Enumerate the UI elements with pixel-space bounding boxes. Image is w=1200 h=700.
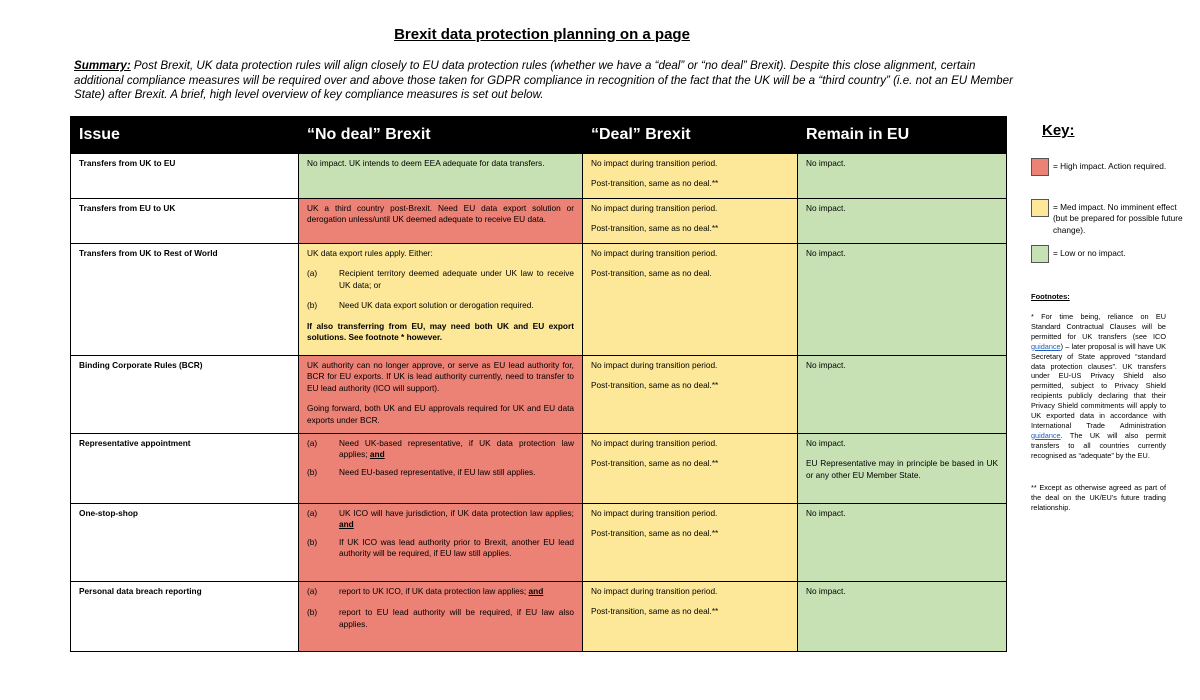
list-text [339, 586, 574, 597]
cell-text: UK a third country post-Brexit. Need EU data export solution or derogation unless/until UK deemed adequate to receive EU data. [307, 203, 574, 225]
list-marker: (b) [307, 607, 318, 618]
cell-text: EU Representative may in principle be based in UK or any other EU Member State. [806, 458, 998, 480]
deal-cell [583, 434, 798, 504]
deal-cell [583, 582, 798, 652]
and-emphasis: and [528, 586, 544, 596]
cell-text: Post-transition, same as no deal.** [591, 458, 719, 469]
table-header-row [71, 117, 1007, 154]
list-marker: (a) [307, 438, 318, 448]
header-issue: Issue [71, 117, 299, 154]
cell-text: Going forward, both UK and EU approvals required for UK and EU data exports under BCR. [307, 403, 574, 425]
cell-text: No impact during transition period. [591, 158, 718, 168]
list-text: If UK ICO was lead authority prior to Brexit, another EU lead authority will be required, if EU law still applies. [339, 536, 574, 559]
key-text-med: = Med impact. No imminent effect (but be prepared for possible future change). [1053, 202, 1183, 235]
cell-text: No impact. [806, 360, 846, 370]
no-deal-cell [299, 356, 583, 434]
table-row [71, 244, 1007, 356]
summary-paragraph [74, 59, 1014, 103]
list-text-main: report to UK ICO, if UK data protection law applies; [339, 586, 529, 596]
list-marker: (a) [307, 268, 318, 279]
list-marker: (a) [307, 508, 318, 518]
key-swatch-high [1031, 158, 1049, 176]
cell-text: UK data export rules apply. Either: [307, 248, 433, 258]
cell-text: No impact. UK intends to deem EEA adequate for data transfers. [307, 158, 545, 168]
summary-text: Post Brexit, UK data protection rules will align closely to EU data protection rules (whether we have a “deal” or “no deal” Brexit). Despite this close alignment, certain additional compliance measures will be required over and above those taken for GDPR compliance in recognition of the fact that the UK will be a “third country” (i.e. not an EU Member State) after Brexit. A brief, high level overview of key compliance measures is set out below. [74, 59, 1013, 102]
cell-text: Post-transition, same as no deal.** [591, 528, 719, 539]
list-text-main: Need UK-based representative, if UK data protection law applies; [339, 438, 574, 460]
deal-cell [583, 356, 798, 434]
list-item [307, 438, 574, 461]
cell-text: No impact during transition period. [591, 203, 718, 213]
no-deal-cell [299, 199, 583, 244]
cell-text: Post-transition, same as no deal.** [591, 606, 719, 617]
list-marker: (b) [307, 466, 318, 477]
deal-cell [583, 504, 798, 582]
header-remain: Remain in EU [798, 117, 1007, 154]
issue-cell: Personal data breach reporting [71, 582, 299, 652]
ita-guidance-link[interactable]: guidance [1031, 430, 1061, 440]
no-deal-cell [299, 154, 583, 199]
no-deal-cell [299, 244, 583, 356]
footnote-1-text: * For time being, reliance on EU Standard Contractual Clauses will be permitted for UK transfers (see ICO [1031, 312, 1166, 341]
list-text-main: UK ICO will have jurisdiction, if UK data protection law applies; [339, 508, 574, 518]
list-marker: (b) [307, 300, 318, 311]
key-title: Key: [1042, 122, 1075, 139]
footnote-1-text: . The UK will also permit transfers to all countries currently recognised as “adequate” by the EU. [1031, 430, 1166, 460]
cell-text: No impact. [806, 438, 846, 448]
cell-text: No impact. [806, 158, 846, 168]
list-text: Recipient territory deemed adequate under UK law to receive UK data; or [339, 268, 574, 290]
list-item [307, 268, 574, 291]
cell-text: UK authority can no longer approve, or serve as EU lead authority for, BCR for EU exports. If UK is lead authority currently, need to transfer to EU lead authority (ICO will support). [307, 360, 574, 393]
remain-cell [798, 154, 1007, 199]
cell-text: No impact during transition period. [591, 508, 718, 518]
cell-text: No impact. [806, 203, 846, 213]
cell-text: Post-transition, same as no deal.** [591, 380, 719, 391]
list-item [307, 300, 574, 311]
issue-cell: Transfers from EU to UK [71, 199, 299, 244]
cell-text: No impact. [806, 248, 846, 258]
key-swatch-low [1031, 245, 1049, 263]
header-deal: “Deal” Brexit [583, 117, 798, 154]
cell-text: No impact during transition period. [591, 248, 718, 258]
no-deal-cell [299, 434, 583, 504]
list-marker: (a) [307, 586, 318, 596]
summary-label: Summary: [74, 59, 131, 72]
deal-cell [583, 199, 798, 244]
page-title: Brexit data protection planning on a page [394, 26, 690, 43]
list-text: report to EU lead authority will be required, if EU law also applies. [339, 607, 574, 629]
key-text-high: = High impact. Action required. [1053, 161, 1167, 171]
table-row [71, 356, 1007, 434]
cell-text: No impact. [806, 586, 846, 596]
table-row [71, 199, 1007, 244]
list-text: Need UK data export solution or derogation required. [339, 300, 534, 311]
remain-cell [798, 199, 1007, 244]
and-emphasis: and [369, 449, 385, 460]
cell-note: If also transferring from EU, may need both UK and EU export solutions. See footnote * however. [307, 320, 574, 343]
impact-table [70, 116, 1007, 652]
list-item [307, 537, 574, 560]
list-item [307, 467, 574, 478]
remain-cell [798, 244, 1007, 356]
cell-text: Post-transition, same as no deal.** [591, 223, 719, 234]
and-emphasis: and [339, 519, 354, 530]
issue-cell: Binding Corporate Rules (BCR) [71, 356, 299, 434]
table-row [71, 504, 1007, 582]
footnote-1 [1031, 312, 1166, 461]
issue-cell: One-stop-shop [71, 504, 299, 582]
no-deal-cell [299, 504, 583, 582]
header-no-deal: “No deal” Brexit [299, 117, 583, 154]
cell-text: Post-transition, same as no deal.** [591, 178, 719, 189]
issue-cell: Transfers from UK to EU [71, 154, 299, 199]
issue-cell: Transfers from UK to Rest of World [71, 244, 299, 356]
ico-guidance-link[interactable]: guidance [1031, 341, 1061, 351]
table-row [71, 154, 1007, 199]
cell-text: No impact during transition period. [591, 360, 718, 370]
deal-cell [583, 154, 798, 199]
cell-text: No impact. [806, 508, 846, 518]
footnote-1-text: ) – later proposal is will have UK Secretary of State approved “standard data protection clauses”. UK transfers under EU-US Privacy Shield also permitted, subject to Privacy Shield recipients publicly declaring that their Privacy Shield commitments will apply to UK exported data in accordance with International Trade Administration [1031, 341, 1166, 430]
no-deal-cell [299, 582, 583, 652]
table-row [71, 582, 1007, 652]
list-text: Need EU-based representative, if EU law still applies. [339, 466, 536, 477]
list-item [307, 607, 574, 630]
footnotes-title: Footnotes: [1031, 292, 1070, 301]
remain-cell [798, 434, 1007, 504]
cell-text: Post-transition, same as no deal. [591, 268, 712, 279]
key-swatch-med [1031, 199, 1049, 217]
list-text [339, 508, 574, 531]
footnote-2: ** Except as otherwise agreed as part of the deal on the UK/EU’s future trading relationship. [1031, 483, 1166, 512]
cell-text: No impact during transition period. [591, 438, 718, 448]
key-text-low: = Low or no impact. [1053, 248, 1126, 258]
list-item [307, 586, 574, 597]
list-text [339, 438, 574, 461]
deal-cell [583, 244, 798, 356]
list-item [307, 508, 574, 531]
remain-cell [798, 582, 1007, 652]
issue-cell: Representative appointment [71, 434, 299, 504]
list-marker: (b) [307, 536, 318, 547]
table-row [71, 434, 1007, 504]
cell-text: No impact during transition period. [591, 586, 718, 596]
remain-cell [798, 504, 1007, 582]
remain-cell [798, 356, 1007, 434]
